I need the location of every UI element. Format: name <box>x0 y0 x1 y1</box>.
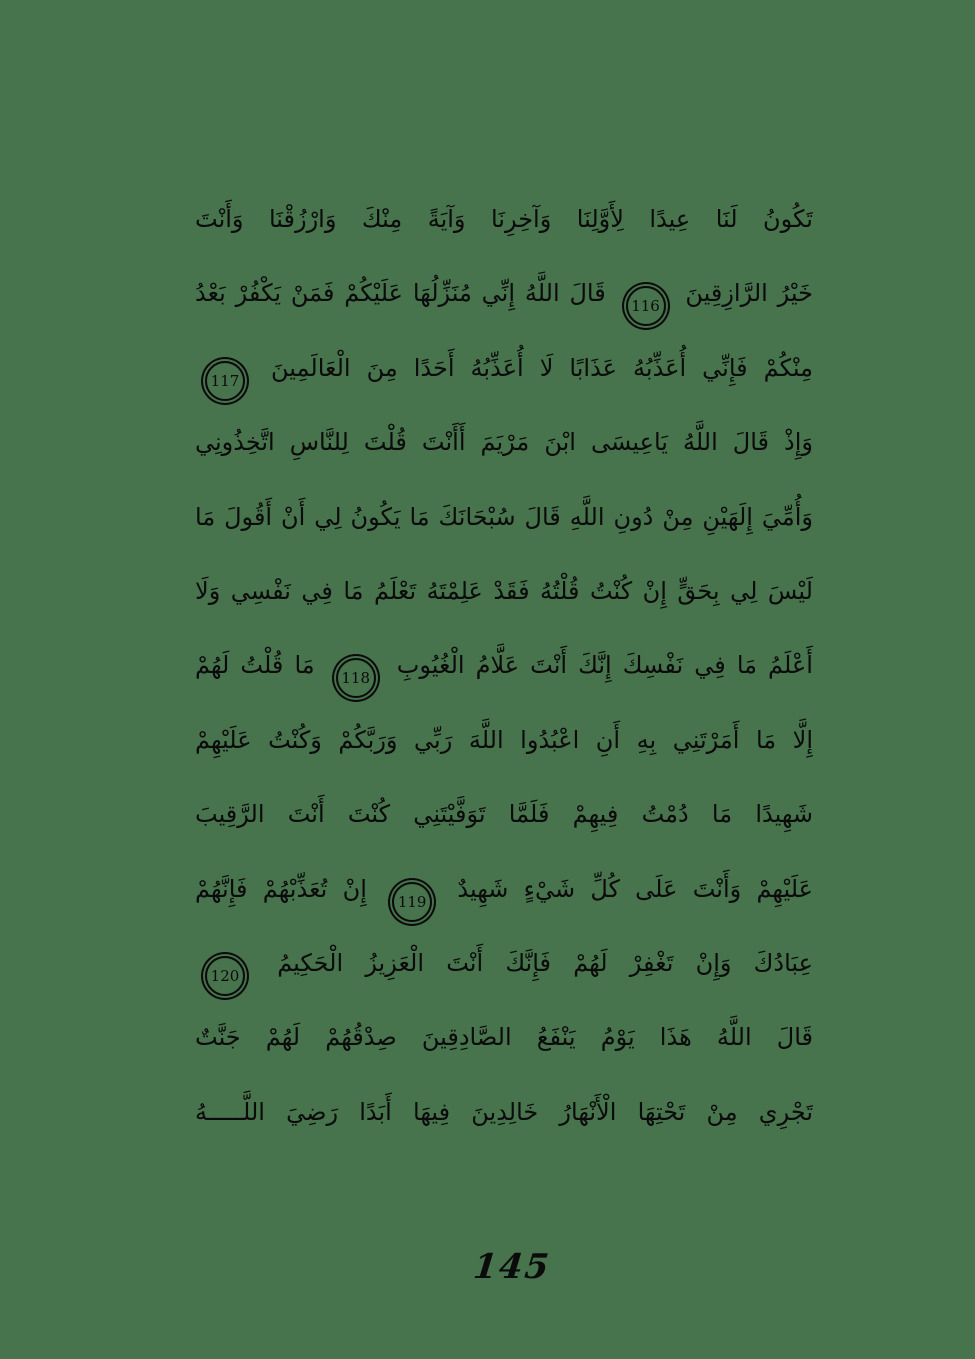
ayah-text: عِبَادُكَ وَإِنْ تَغْفِرْ لَهُمْ فَإِنَّكَ أَنْتَ الْعَزِيزُ الْحَكِيمُ <box>277 948 813 977</box>
quran-line-11 <box>195 926 813 1000</box>
ayah-text: شَهِيدًا مَا دُمْتُ فِيهِمْ فَلَمَّا تَوَفَّيْتَنِي كُنْتَ أَنْتَ الرَّقِيبَ <box>195 800 813 829</box>
quran-line-5 <box>195 480 813 554</box>
quran-line-8 <box>195 703 813 777</box>
quran-text-block <box>195 182 813 1149</box>
quran-line-6 <box>195 554 813 628</box>
ayah-text: إِلَّا مَا أَمَرْتَنِي بِهِ أَنِ اعْبُدُوا اللَّهَ رَبِّي وَرَبَّكُمْ وَكُنْتُ عَلَيْهِمْ <box>195 725 813 754</box>
ayah-text: إِنْ تُعَذِّبْهُمْ فَإِنَّهُمْ <box>195 874 367 903</box>
quran-line-13 <box>195 1075 813 1149</box>
quran-line-12 <box>195 1000 813 1074</box>
quran-line-2 <box>195 256 813 330</box>
ayah-text: وَأُمِّيَ إِلَهَيْنِ مِنْ دُونِ اللَّهِ قَالَ سُبْحَانَكَ مَا يَكُونُ لِي أَنْ أَقُولَ مَا <box>195 502 813 531</box>
quran-line-7 <box>195 628 813 702</box>
quran-line-1 <box>195 182 813 256</box>
ayah-text: قَالَ اللَّهُ إِنِّي مُنَزِّلُهَا عَلَيْكُمْ فَمَنْ يَكْفُرْ بَعْدُ <box>195 279 606 308</box>
verse-number-marker: 118 <box>336 658 376 698</box>
ayah-text: عَلَيْهِمْ وَأَنْتَ عَلَى كُلِّ شَيْءٍ شَهِيدٌ <box>457 874 813 903</box>
page-number: 145 <box>471 1247 553 1287</box>
ayah-text: أَعْلَمُ مَا فِي نَفْسِكَ إِنَّكَ أَنْتَ عَلَّامُ الْغُيُوبِ <box>396 651 813 680</box>
verse-number-marker: 119 <box>392 882 432 922</box>
verse-number-marker: 120 <box>205 956 245 996</box>
quran-line-4 <box>195 405 813 479</box>
verse-number-marker: 116 <box>626 286 666 326</box>
ayah-text: تَجْرِي مِنْ تَحْتِهَا الْأَنْهَارُ خَالِدِينَ فِيهَا أَبَدًا رَضِيَ اللَّـــــهُ <box>195 1097 813 1126</box>
ayah-text: لَيْسَ لِي بِحَقٍّ إِنْ كُنْتُ قُلْتُهُ فَقَدْ عَلِمْتَهُ تَعْلَمُ مَا فِي نَفْسِي وَلَا <box>195 576 813 605</box>
ayah-text: تَكُونُ لَنَا عِيدًا لِأَوَّلِنَا وَآخِرِنَا وَآيَةً مِنْكَ وَارْزُقْنَا وَأَنْتَ <box>195 205 813 233</box>
ayah-text: مَا قُلْتُ لَهُمْ <box>195 651 315 680</box>
ayah-text: وَإِذْ قَالَ اللَّهُ يَاعِيسَى ابْنَ مَرْيَمَ أَأَنْتَ قُلْتَ لِلنَّاسِ اتَّخِذُونِي <box>195 428 813 457</box>
quran-line-9 <box>195 777 813 851</box>
quran-line-3 <box>195 331 813 405</box>
verse-number-marker: 117 <box>205 361 245 401</box>
ayah-text: مِنْكُمْ فَإِنِّي أُعَذِّبُهُ عَذَابًا لَا أُعَذِّبُهُ أَحَدًا مِنَ الْعَالَمِينَ <box>271 353 813 382</box>
quran-line-10 <box>195 852 813 926</box>
ayah-text: قَالَ اللَّهُ هَذَا يَوْمُ يَنْفَعُ الصَّادِقِينَ صِدْقُهُمْ لَهُمْ جَنَّتٌ <box>195 1023 813 1052</box>
ayah-text: خَيْرُ الرَّازِقِينَ <box>685 279 813 308</box>
